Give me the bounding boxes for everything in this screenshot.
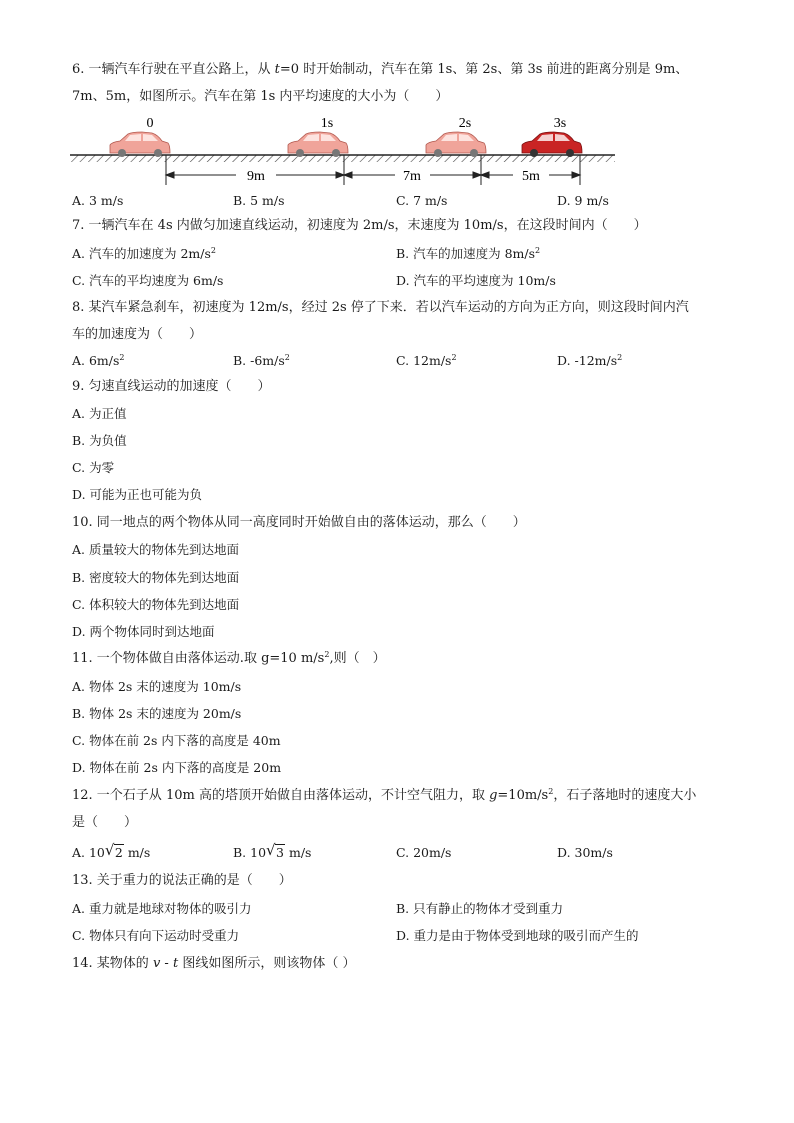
q7-stem: 7. 一辆汽车在 4s 内做匀加速直线运动，初速度为 2m/s，末速度为 10m/s，在这段时间内（ ） bbox=[72, 218, 647, 233]
q8-option-a: A. $6m/s^2$ bbox=[72, 353, 125, 368]
q7-option-c: C. 汽车的平均速度为 6m/s bbox=[72, 273, 224, 288]
car-0 bbox=[110, 132, 170, 157]
q10-option-a: A. 质量较大的物体先到达地面 bbox=[72, 542, 239, 557]
car-2 bbox=[426, 132, 486, 157]
q8-stem-line2: 车的加速度为（ ） bbox=[72, 327, 203, 342]
distance-label-1: 9m bbox=[247, 169, 265, 184]
sqrt-symbol: √ 2 bbox=[104, 841, 123, 860]
q8-option-d: D. $-12m/s^2$ bbox=[557, 353, 623, 368]
q8-stem-line1: 8. 某汽车紧急刹车，初速度为 12m/s，经过 2s 停了下来．若以汽车运动的方向为正方向，则这段时间内汽 bbox=[72, 300, 689, 315]
q12-option-a: A. 10 √ 2 m/s bbox=[72, 841, 151, 860]
t-variable: t bbox=[274, 62, 280, 77]
q10-stem: 10. 同一地点的两个物体从同一高度同时开始做自由的落体运动，那么（ ） bbox=[72, 515, 526, 530]
q13-option-c: C. 物体只有向下运动时受重力 bbox=[72, 928, 240, 943]
car-3 bbox=[522, 132, 582, 157]
q9-option-a: A. 为正值 bbox=[72, 406, 127, 421]
q12-stem-line1: 12. 一个石子从 10m 高的塔顶开始做自由落体运动，不计空气阻力，取 $g=10m/s^2$，石子落地时的速度大小 bbox=[72, 787, 697, 803]
q8-option-c: C. $12m/s^2$ bbox=[396, 353, 457, 368]
q6-option-b: B. 5 m/s bbox=[233, 193, 285, 208]
q14-stem: 14. 某物体的 v - t 图线如图所示，则该物体（ ） bbox=[72, 956, 356, 971]
g-variable: g bbox=[489, 788, 498, 803]
q10-option-b: B. 密度较大的物体先到达地面 bbox=[72, 570, 240, 585]
q6-stem-line2: 7m、5m，如图所示。汽车在第 1s 内平均速度的大小为（ ） bbox=[72, 89, 449, 104]
q6-option-a: A. 3 m/s bbox=[72, 193, 124, 208]
time-label-3: 3s bbox=[553, 116, 567, 131]
q11-stem: 11. 一个物体做自由落体运动.取 g=10 $m/s^2$,则（ ） bbox=[72, 650, 386, 666]
sqrt-symbol: √ 3 bbox=[266, 841, 284, 860]
q13-option-a: A. 重力就是地球对物体的吸引力 bbox=[72, 901, 252, 916]
q12-stem-line2: 是（ ） bbox=[72, 815, 138, 830]
car-1 bbox=[288, 132, 348, 157]
q13-option-d: D. 重力是由于物体受到地球的吸引而产生的 bbox=[396, 928, 639, 943]
q10-option-d: D. 两个物体同时到达地面 bbox=[72, 624, 215, 639]
q7-option-b: B. 汽车的加速度为 $8m/s^2$ bbox=[396, 246, 541, 261]
q11-option-b: B. 物体 2s 末的速度为 20m/s bbox=[72, 706, 242, 721]
q13-stem: 13. 关于重力的说法正确的是（ ） bbox=[72, 873, 292, 888]
car-motion-figure bbox=[70, 112, 618, 188]
q9-option-d: D. 可能为正也可能为负 bbox=[72, 487, 203, 502]
q6-option-c: C. 7 m/s bbox=[396, 193, 448, 208]
q12-option-c: C. 20m/s bbox=[396, 845, 452, 860]
q7-option-d: D. 汽车的平均速度为 10m/s bbox=[396, 273, 556, 288]
q11-option-d: D. 物体在前 2s 内下落的高度是 20m bbox=[72, 760, 282, 775]
time-label-1: 1s bbox=[320, 116, 334, 131]
vt-variable: v - t bbox=[152, 956, 179, 971]
q13-option-b: B. 只有静止的物体才受到重力 bbox=[396, 901, 564, 916]
time-label-2: 2s bbox=[458, 116, 472, 131]
q9-stem: 9. 匀速直线运动的加速度（ ） bbox=[72, 379, 271, 394]
q12-option-b: B. 10 √ 3 m/s bbox=[233, 841, 312, 860]
q9-option-b: B. 为负值 bbox=[72, 433, 127, 448]
q12-option-d: D. 30m/s bbox=[557, 845, 613, 860]
q9-option-c: C. 为零 bbox=[72, 460, 115, 475]
q11-option-c: C. 物体在前 2s 内下落的高度是 40m bbox=[72, 733, 281, 748]
q11-option-a: A. 物体 2s 末的速度为 10m/s bbox=[72, 679, 242, 694]
distance-label-3: 5m bbox=[522, 169, 540, 184]
q8-option-b: B. $-6m/s^2$ bbox=[233, 353, 290, 368]
q6-option-d: D. 9 m/s bbox=[557, 193, 609, 208]
q7-option-a: A. 汽车的加速度为 $2m/s^2$ bbox=[72, 246, 216, 261]
distance-label-2: 7m bbox=[403, 169, 421, 184]
q10-option-c: C. 体积较大的物体先到达地面 bbox=[72, 597, 240, 612]
time-label-0: 0 bbox=[146, 116, 154, 131]
q6-stem-line1: 6. 一辆汽车行驶在平直公路上，从 t=0 时开始制动，汽车在第 1s、第 2s、第 3s 前进的距离分别是 9m、 bbox=[72, 62, 689, 77]
